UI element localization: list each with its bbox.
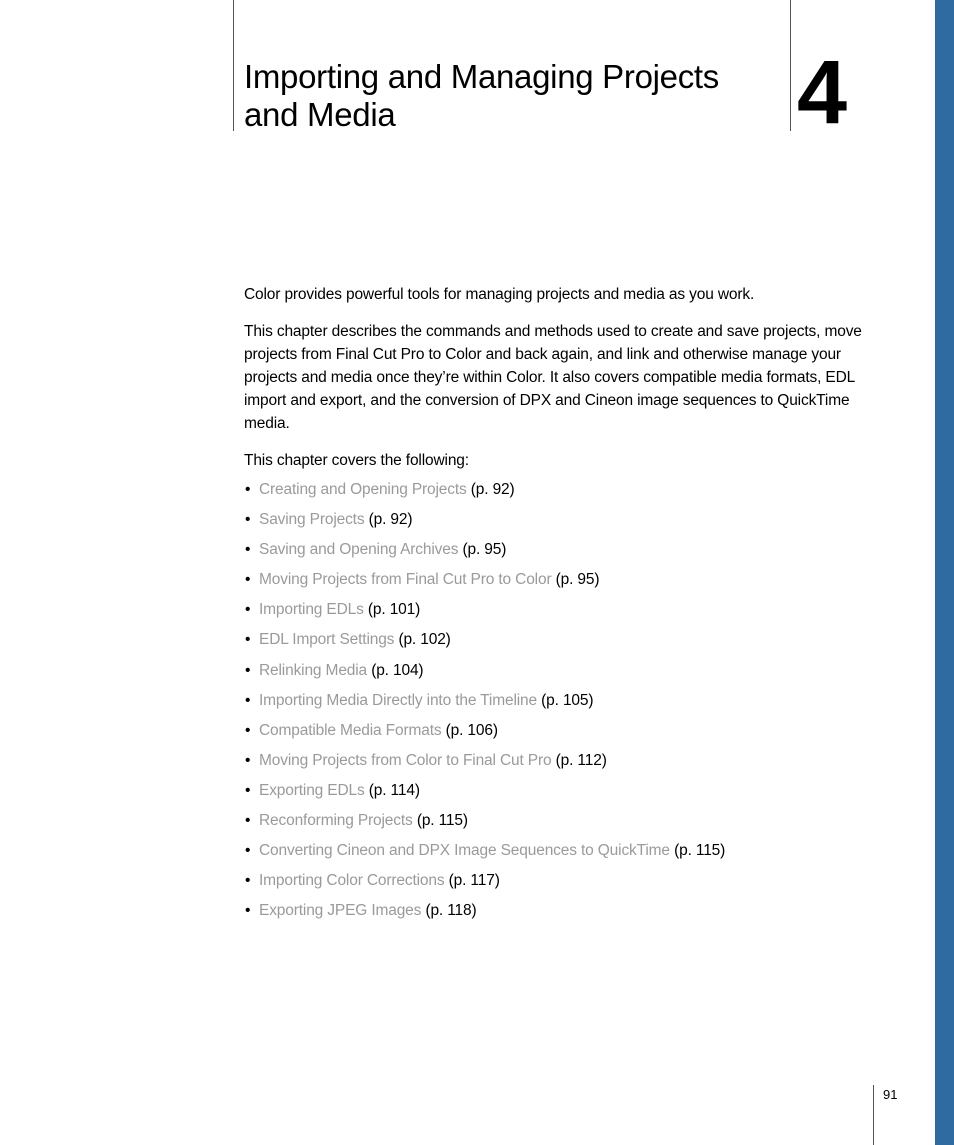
toc-item xyxy=(244,749,880,779)
toc-link[interactable]: Exporting EDLs xyxy=(259,781,365,799)
toc-page-ref: (p. 118) xyxy=(425,902,477,920)
chapter-body xyxy=(244,283,880,929)
toc-page-ref: (p. 102) xyxy=(398,631,451,649)
toc-page-ref: (p. 95) xyxy=(462,541,507,559)
chapter-title: Importing and Managing Projects and Media xyxy=(244,58,719,133)
toc-link[interactable]: Exporting JPEG Images xyxy=(259,902,422,920)
toc-page-ref: (p. 95) xyxy=(555,571,600,589)
covers-lead: This chapter covers the following: xyxy=(244,452,469,469)
toc-link[interactable]: Moving Projects from Color to Final Cut Pro xyxy=(259,751,552,769)
toc-page-ref: (p. 101) xyxy=(367,601,421,619)
bullet-icon: • xyxy=(245,751,251,769)
bullet-icon: • xyxy=(245,661,251,679)
toc-page-ref: (p. 115) xyxy=(416,812,468,830)
toc-item xyxy=(244,508,880,538)
toc-item xyxy=(244,809,880,839)
toc-link[interactable]: Converting Cineon and DPX Image Sequences to QuickTime xyxy=(259,842,670,860)
toc-item xyxy=(244,719,880,749)
toc-page-ref: (p. 104) xyxy=(371,661,424,679)
bullet-icon: • xyxy=(245,571,251,589)
bullet-icon: • xyxy=(245,721,251,739)
toc-item xyxy=(244,598,880,628)
toc-link[interactable]: Moving Projects from Final Cut Pro to Color xyxy=(259,571,552,589)
title-left-rule xyxy=(233,0,234,131)
bullet-icon: • xyxy=(245,601,251,619)
description-paragraph: This chapter describes the commands and methods used to create and save projects, move projects from Final Cut Pro to Color and back again, and link and otherwise manage your projects and media once they’re within Color. It also covers compatible media formats, EDL import and export, and the conversion of DPX and Cineon image sequences to QuickTime media. xyxy=(244,323,862,432)
toc-link[interactable]: Relinking Media xyxy=(259,661,368,679)
bullet-icon: • xyxy=(245,812,251,830)
toc-link[interactable]: Saving and Opening Archives xyxy=(259,541,459,559)
toc-item xyxy=(244,478,880,508)
footer-rule xyxy=(873,1085,874,1145)
chapter-number: 4 xyxy=(797,43,848,143)
bullet-icon: • xyxy=(245,781,251,799)
toc-link[interactable]: Importing EDLs xyxy=(259,601,364,619)
intro-paragraph: Color provides powerful tools for managing projects and media as you work. xyxy=(244,286,755,303)
bullet-icon: • xyxy=(245,691,251,709)
side-color-bar xyxy=(935,0,954,1145)
toc-page-ref: (p. 112) xyxy=(555,751,607,769)
toc-item xyxy=(244,869,880,899)
toc-link[interactable]: Reconforming Projects xyxy=(259,812,413,830)
toc-link[interactable]: Saving Projects xyxy=(259,511,365,529)
bullet-icon: • xyxy=(245,631,251,649)
title-divider-rule xyxy=(790,0,791,131)
toc-link[interactable]: Importing Media Directly into the Timeline xyxy=(259,691,537,709)
toc-list xyxy=(244,478,880,929)
toc-item xyxy=(244,689,880,719)
toc-page-ref: (p. 106) xyxy=(445,721,498,739)
toc-page-ref: (p. 105) xyxy=(541,691,594,709)
toc-page-ref: (p. 117) xyxy=(448,872,500,890)
toc-item xyxy=(244,568,880,598)
bullet-icon: • xyxy=(245,541,251,559)
toc-page-ref: (p. 115) xyxy=(674,842,726,860)
bullet-icon: • xyxy=(245,511,251,529)
toc-item xyxy=(244,659,880,689)
toc-item xyxy=(244,899,880,929)
page-number: 91 xyxy=(883,1087,898,1102)
toc-link[interactable]: EDL Import Settings xyxy=(259,631,395,649)
bullet-icon: • xyxy=(245,902,251,920)
toc-item xyxy=(244,628,880,658)
bullet-icon: • xyxy=(245,872,251,890)
toc-page-ref: (p. 92) xyxy=(470,481,515,498)
toc-link[interactable]: Importing Color Corrections xyxy=(259,872,445,890)
toc-link[interactable]: Compatible Media Formats xyxy=(259,721,442,739)
toc-page-ref: (p. 114) xyxy=(368,781,420,799)
bullet-icon: • xyxy=(245,481,251,498)
toc-page-ref: (p. 92) xyxy=(368,511,413,529)
bullet-icon: • xyxy=(245,842,251,860)
toc-item xyxy=(244,538,880,568)
toc-item xyxy=(244,779,880,809)
toc-link[interactable]: Creating and Opening Projects xyxy=(259,481,467,498)
toc-item xyxy=(244,839,880,869)
